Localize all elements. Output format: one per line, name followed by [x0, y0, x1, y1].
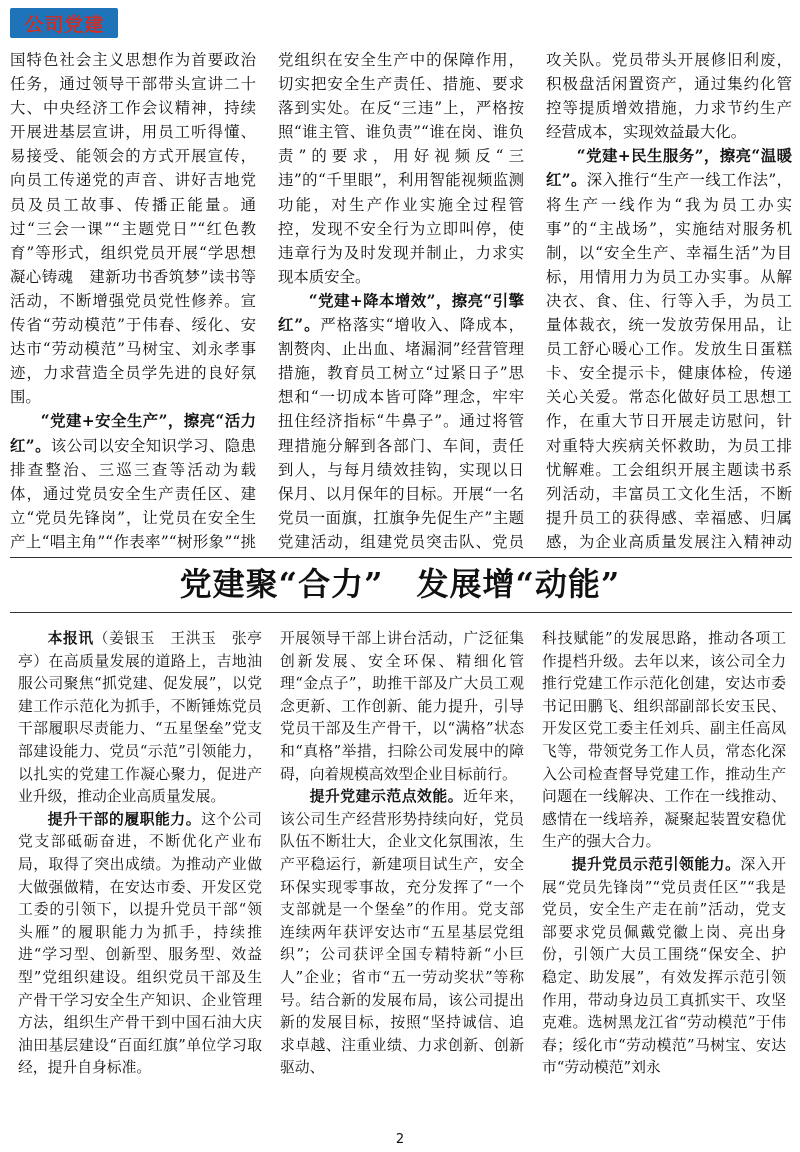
paragraph: 提升干部的履职能力。这个公司党支部砥砺奋进，不断优化产业布局，取得了突出成绩。为推动产业做大做强做精，在安达市委、开发区党工委的引领下，以提升党员干部“领头雁”的履职能力为抓手，持续推进“学习型、创新型、服务型、效益型”党组织建设。组织党员干部及生产骨干学习安全生产知识、企业管理方法，组织生产骨干到中国石油大庆油田基层建设“百面红旗”单位学习取经，提升自身标准。: [18, 810, 262, 1077]
subheading: “党建+民生服务”，擦亮“温暖红”。: [546, 147, 792, 190]
dateline: 本报讯: [47, 630, 94, 647]
article-headline: 党建聚“合力” 发展增“动能”: [179, 565, 621, 603]
paragraph: 开展领导干部上讲台活动，广泛征集创新发展、安全环保、精细化管理“金点子”，助推干部及广大员工观念更新、工作创新、能力提升，引导党员干部及生产骨干，以“满格”状态和“真格”举措，扫除公司发展中的障碍，向着规模高效型企业目标前行。: [280, 630, 524, 783]
paragraph: 提升党建示范点效能。近年来，该公司生产经营形势持续向好，党员队伍不断壮大，企业文化氛围浓，生产平稳运行，新建项目试生产，安全环保实现零事故，充分发挥了“一个支部就是一个堡垒”的作用。党支部连续两年获评安达市“五星基层党组织”；公司获评全国专精特新“小巨人”企业；省市“五一劳动奖状”等称号。结合新的发展布局，该公司提出新的发展目标，按照“坚持诚信、追求卓越、注重业绩、力求创新、创新驱动、: [280, 788, 524, 1077]
subheading: 提升党员示范引领能力。: [571, 855, 741, 873]
top-article: [10, 48, 792, 556]
divider: [10, 612, 792, 613]
bottom-column-3: [542, 628, 786, 1128]
subheading: 提升党建示范点效能。: [309, 788, 464, 806]
paragraph: “党建+民生服务”，擦亮“温暖红”。深入推行“生产一线工作法”，将生产一线作为“我为员工办实事”的“主战场”，实施结对服务机制，以“安全生产、幸福生活”为目标，用情用力为员工办实事。从解决衣、食、住、行等入手，为员工量体裁衣，统一发放劳保用品，让员工舒心暖心工作。发放生日蛋糕卡、安全提示卡，健康体检，传递关心关爱。常态化做好员工思想工作，在重大节日开展走访慰问，针对重特大疾病关怀救助，为员工排忧解难。工会组织开展主题读书系列活动，丰富员工文化生活，不断提升员工的获得感、幸福感、归属感，为企业高质量发展注入精神动: [546, 147, 792, 551]
paragraph: 党组织在安全生产中的保障作用，切实把安全生产责任、措施、要求落到实处。在反“三违”上，严格按照“谁主管、谁负责”“谁在岗、谁负责”的要求，用好视频反“三违”的“千里眼”，利用智能视频监测功能，对生产作业实施全过程管控，发现不安全行为立即叫停，使违章行为及时发现并制止，力求实现本质安全。: [278, 51, 524, 286]
paragraph: 攻关队。党员带头开展修旧利废，积极盘活闲置资产，通过集约化管控等提质增效措施，力求节约生产经营成本，实现效益最大化。: [546, 51, 792, 142]
header-bar: [0, 0, 800, 46]
page-number: 2: [395, 1132, 405, 1147]
top-column-1: [10, 48, 256, 556]
bottom-column-2: [280, 628, 524, 1128]
paragraph: 科技赋能”的发展思路，推动各项工作提档升级。去年以来，该公司全力推行党建工作示范化创建，安达市委书记田鹏飞、组织部副部长安玉民、开发区党工委主任刘兵、副主任高凤飞等，带领党务工作人员，常态化深入公司检查督导党建工作，推动生产问题在一线解决、工作在一线推动、感情在一线培养，凝聚起装置安稳优生产的强大合力。: [542, 630, 786, 851]
bottom-column-1: [18, 628, 262, 1128]
paragraph: 国特色社会主义思想作为首要政治任务，通过领导干部带头宣讲二十大、中央经济工作会议精神，持续开展进基层宣讲，用员工听得懂、易接受、能领会的方式开展宣传，向员工传递党的声音、讲好吉地党员及员工故事、传播正能量。通过“三会一课”“主题党日”“红色教育”等形式，组织党员开展“学思想凝心铸魂 建新功书香筑梦”读书等活动，不断增强党员党性修养。宣传省“劳动模范”于伟春、绥化、安达市“劳动模范”马树宝、刘永孝事迹，力求营造全员学先进的良好氛围。: [10, 51, 256, 407]
paragraph: 本报讯（姜银玉 王洪玉 张亭亭）在高质量发展的道路上，吉地油服公司聚焦“抓党建、促发展”，以党建工作示范化为抓手，不断锤炼党员干部履职尽责能力、“五星堡垒”党支部建设能力、党员“示范”引领能力，以扎实的党建工作凝心聚力，促进产业升级，推动企业高质量发展。: [18, 630, 262, 806]
divider: [10, 557, 792, 558]
subheading: “党建+安全生产”，擦亮“活力红”。: [10, 412, 256, 455]
bottom-article: [18, 628, 786, 1128]
paragraph: “党建+降本增效”，擦亮“引擎红”。严格落实“增收入、降成本，割赘肉、止出血、堵漏洞”经营管理措施，教育员工树立“过紧日子”思想和“一切成本皆可降”理念，牢牢扭住经济指标“牛鼻子”。通过将管理措施分解到各部门、车间，责任到人，与每月绩效挂钩，实现以日保月、以月保年的目标。开展“一名党员一面旗，扛旗争先促生产”主题党建活动，组建党员突击队、党员: [278, 291, 524, 551]
top-column-2: [278, 48, 524, 556]
paragraph: “党建+安全生产”，擦亮“活力红”。该公司以安全知识学习、隐患排查整治、三巡三查等活动为载体，通过党员安全生产责任区、建立“党员先锋岗”，让党员在安全生产上“唱主角”“作表率”“树形象”“挑: [10, 412, 256, 551]
subheading: “党建+降本增效”，擦亮“引擎红”。: [278, 291, 524, 335]
paragraph: 提升党员示范引领能力。深入开展“党员先锋岗”“党员责任区”“我是党员，安全生产走在前”活动，党支部要求党员佩戴党徽上岗、亮出身份，引领广大员工围绕“保安全、护稳定、助发展”，有效发挥示范引领作用，带动身边员工真抓实干、攻坚克难。选树黑龙江省“劳动模范”于伟春；绥化市“劳动模范”马树宝、安达市“劳动模范”刘永: [542, 855, 786, 1077]
section-tag: [10, 8, 118, 38]
section-tag-label: 公司党建: [23, 13, 104, 36]
top-column-3: [546, 48, 792, 556]
subheading: 提升干部的履职能力。: [47, 810, 202, 828]
